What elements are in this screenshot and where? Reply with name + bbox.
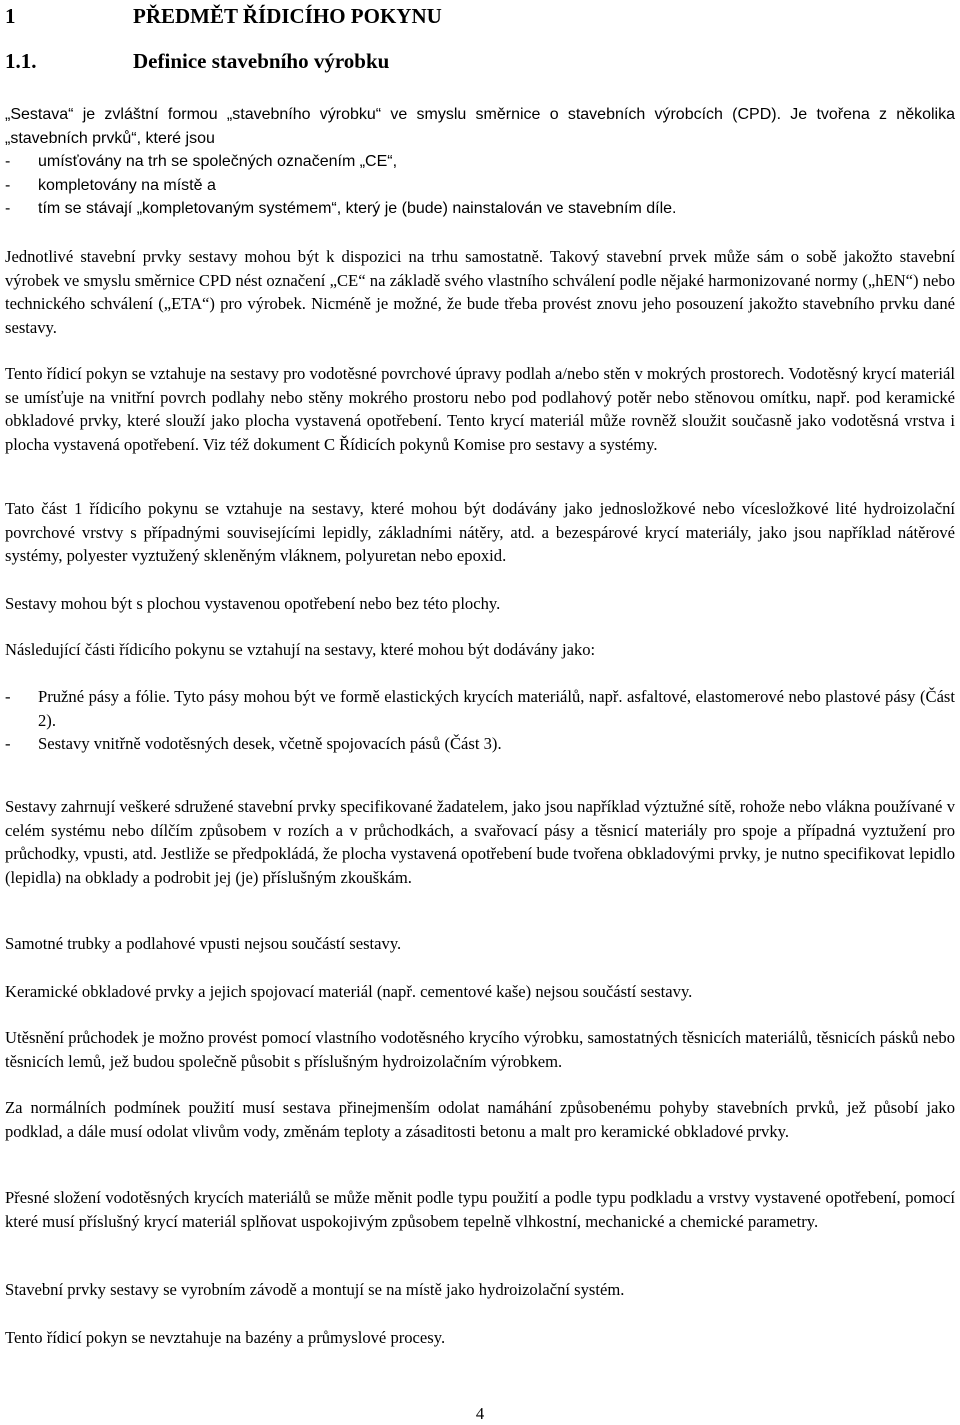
paragraph: Následující části řídicího pokynu se vztahují na sestavy, které mohou být dodávány jako: <box>5 640 596 659</box>
list-item-text: Pružné pásy a fólie. Tyto pásy mohou být ve formě elastických krycích materiálů, např. asfaltové, elastomerové nebo plastové pásy (Část 2). <box>38 687 955 730</box>
list-item: - tím se stávají „kompletovaným systémem“, který je (bude) nainstalován ve stavebním díle. <box>5 200 677 217</box>
paragraph: Tato část 1 řídicího pokynu se vztahuje na sestavy, které mohou být dodávány jako jednosložkové nebo vícesložkové lité hydroizolační povrchové vrstvy s případnými souvisejícími lepidly, základními nátěry, atd. a bezespárové krycí materiály, jako jsou například nátěrové systémy, polyester vyztužený skleněným vláknem, polyuretan nebo epoxid. <box>5 499 955 565</box>
paragraph: Sestavy mohou být s plochou vystavenou opotřebení nebo bez této plochy. <box>5 594 501 613</box>
paragraph: Tento řídicí pokyn se vztahuje na sestavy pro vodotěsné povrchové úpravy podlah a/nebo stěn v mokrých prostorech. Vodotěsný krycí materiál se umísťuje na vnitřní povrch podlahy nebo stěny mokrého prostoru nebo pod podlahový potěr nebo stěnovou omítku, např. pod keramické obkladové prvky, které slouží jako plocha vystavená opotřebení. Tento krycí materiál může rovněž sloužit současně jako vodotěsná vrstva i plocha vystavená opotřebení. Viz též dokument C Řídicích pokynů Komise pro sestavy a systémy. <box>5 364 955 454</box>
page-number: 4 <box>475 1404 485 1423</box>
intro-paragraph: „Sestava“ je zvláštní formou „stavebního výrobku“ ve smyslu směrnice o stavebních výrobcích (CPD). Je tvořena z několika „stavebních prvků“, které jsou <box>5 106 955 147</box>
paragraph: Tento řídicí pokyn se nevztahuje na bazény a průmyslové procesy. <box>5 1328 446 1347</box>
paragraph: Samotné trubky a podlahové vpusti nejsou součástí sestavy. <box>5 934 402 953</box>
list-item-text: kompletovány na místě a <box>38 176 216 194</box>
paragraph: Za normálních podmínek použití musí sestava přinejmenším odolat namáhání způsobenému pohyby stavebních prvků, jež působí jako podklad, a dále musí odolat vlivům vody, změnám teploty a zásaditosti betonu a malt pro keramické obkladové prvky. <box>5 1098 955 1141</box>
list-item: - kompletovány na místě a <box>5 176 216 194</box>
list <box>5 685 955 756</box>
intro-block <box>5 103 955 221</box>
paragraph: Utěsnění průchodek je možno provést pomocí vlastního vodotěsného krycího výrobku, samostatných těsnicích materiálů, těsnicích pásků nebo těsnicích lemů, jež budou společně působit s příslušným hydroizolačním výrobkem. <box>5 1028 955 1071</box>
paragraph: Jednotlivé stavební prvky sestavy mohou být k dispozici na trhu samostatně. Takový stavební prvek může sám o sobě jakožto stavební výrobek ve smyslu směrnice CPD nést označení „CE“ na základě svého vlastního schválení podle nějaké harmonizované normy („hEN“) nebo technického schválení („ETA“) pro výrobek. Nicméně je možné, že bude třeba provést znovu jeho posouzení jakožto stavebního prvku dané sestavy. <box>5 247 955 337</box>
paragraph: Přesné složení vodotěsných krycích materiálů se může měnit podle typu použití a podle typu podkladu a vrstvy vystavené opotřebení, pomocí které musí příslušný krycí materiál splňovat uspokojivým způsobem tepelně vlhkostní, mechanické a chemické parametry. <box>5 1188 955 1231</box>
paragraph: Sestavy zahrnují veškeré sdružené stavební prvky specifikované žadatelem, jako jsou například výztužné sítě, rohože nebo vlákna používané v celém systému nebo dílčím způsobem v rozích a v průchodkách, a svařovací pásy a těsnicí materiály pro spoje a případná vyztužení pro průchodky, vpusti, atd. Jestliže se předpokládá, že plocha vystavená opotřebení bude tvořena obkladovými prvky, je nutno specifikovat lepidlo (lepidla) na obklady a podrobit jej (je) příslušným zkouškám. <box>5 797 955 887</box>
paragraph: Stavební prvky sestavy se vyrobním závodě a montují se na místě jako hydroizolační systém. <box>5 1280 625 1299</box>
subsection-title: Definice stavebního výrobku <box>133 49 390 73</box>
paragraph: Keramické obkladové prvky a jejich spojovací materiál (např. cementové kaše) nejsou součástí sestavy. <box>5 982 693 1001</box>
subsection-number: 1.1. <box>5 49 37 73</box>
list-item: - Sestavy vnitřně vodotěsných desek, včetně spojovacích pásů (Část 3). <box>5 734 502 753</box>
section-heading <box>5 3 442 29</box>
list-item-text: tím se stávají „kompletovaným systémem“, který je (bude) nainstalován ve stavebním díle. <box>38 200 677 217</box>
list-item-text: Sestavy vnitřně vodotěsných desek, včetně spojovacích pásů (Část 3). <box>38 734 502 753</box>
list-item: - umísťovány na trh se společných označením „CE“, <box>5 153 398 170</box>
section-number: 1 <box>5 4 16 28</box>
section-title: PŘEDMĚT ŘÍDICÍHO POKYNU <box>133 4 442 28</box>
list-item: - Pružné pásy a fólie. Tyto pásy mohou být ve formě elastických krycích materiálů, např. asfaltové, elastomerové nebo plastové pásy (Část 2). <box>5 687 955 730</box>
list-item-text: umísťovány na trh se společných označením „CE“, <box>38 153 398 170</box>
subsection-heading <box>5 48 389 74</box>
